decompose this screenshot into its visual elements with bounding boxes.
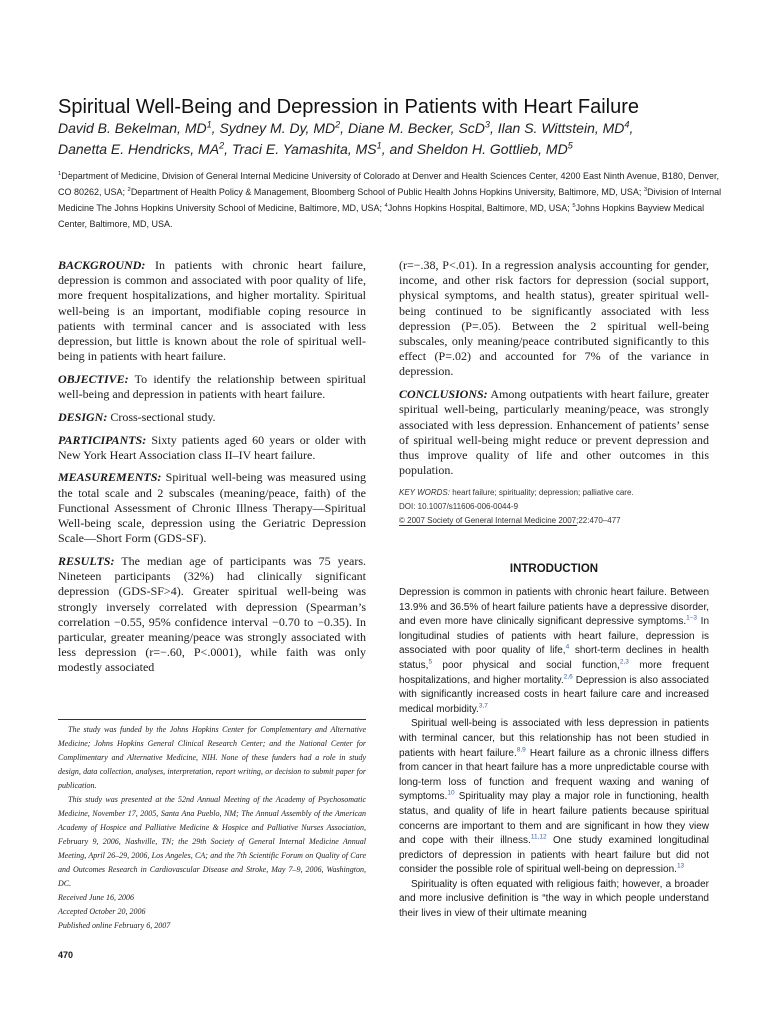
abstract-measurements: MEASUREMENTS: Spiritual well-being was measured using the total scale and 2 subscales (meaning/peace, faith) of the Functional Assessment of Chronic Illness Therapy—Spiritual Well-being scale, depression using the Geriatric Depression Scale—Short Form (GDS-SF). xyxy=(58,470,366,546)
citation-link[interactable]: 3,7 xyxy=(478,702,488,710)
abstract-right-column xyxy=(399,258,709,528)
intro-text: Depression is common in patients with chronic heart failure. Between 13.9% and 36.5% of heart failure patients have a depressive disorder, and even more have clinically significant depressive symptoms. xyxy=(399,587,709,628)
affiliation-marker: 1 xyxy=(206,119,212,130)
intro-text: Spiritual well-being is associated with less depression in patients with terminal cancer, but this relationship has not been studied in patients with heart failure. xyxy=(399,718,709,759)
affiliation-marker: 4 xyxy=(624,119,630,130)
affiliation-text: Department of Health Policy & Management, Bloomberg School of Public Health Johns Hopkins University, Baltimore, MD, USA; xyxy=(130,187,644,197)
funding-note: The study was funded by the Johns Hopkins Center for Complementary and Alternative Medicine; Johns Hopkins General Clinical Research Center; and the National Center for Complimentary and Alternative Medicine, NIH. None of these funders had a role in study design, data collection, analyses, interpretation, report writing, or decision to submit paper for publication. xyxy=(58,725,366,790)
introduction-body xyxy=(399,586,709,922)
citation-link[interactable]: 4 xyxy=(565,644,570,652)
citation-link[interactable]: 2,6 xyxy=(563,673,573,681)
intro-text: poor physical and social function, xyxy=(432,659,620,671)
author-separator: , xyxy=(340,120,348,136)
page-number: 470 xyxy=(58,950,74,960)
affiliation-text: Division of Internal Medicine The Johns Hopkins University School of Medicine, Baltimore, MD, USA; xyxy=(58,187,722,213)
author-name: Ilan S. Wittstein, MD xyxy=(497,120,625,136)
intro-text: In longitudinal studies of patients with heart failure, depression is associated with poor quality of life, xyxy=(399,616,710,657)
citation-link[interactable]: 10 xyxy=(447,789,455,797)
footnote-divider xyxy=(58,719,366,720)
author-name: Traci E. Yamashita, MS xyxy=(231,141,377,157)
intro-text: Spirituality may play a major role in functioning, health status, and quality of life in heart failure patients because spiritual concerns are important to them and are significant in how they view and cope with their illness. xyxy=(399,791,709,847)
affiliation-marker: 5 xyxy=(567,140,573,151)
citation-link[interactable]: 8,9 xyxy=(516,746,526,754)
affiliation-marker: 2 xyxy=(335,119,341,130)
author-list xyxy=(58,118,738,160)
accepted-date: Accepted October 20, 2006 xyxy=(58,907,146,916)
abstract-objective: OBJECTIVE: To identify the relationship between spiritual well-being and depression in patients with heart failure. xyxy=(58,371,366,402)
author-name: Sydney M. Dy, MD xyxy=(219,120,336,136)
affiliation-marker: 4 xyxy=(384,203,388,209)
intro-text: short-term declines in health status, xyxy=(399,645,709,671)
introduction-heading: INTRODUCTION xyxy=(509,563,599,575)
intro-text: Heart failure as a chronic illness differs from cancer in that heart failure has a more unpredictable course with long-term loss of function and frequent waxing and waning of symptoms. xyxy=(399,747,709,803)
received-date: Received June 16, 2006 xyxy=(58,893,134,902)
section-divider xyxy=(399,525,577,526)
affiliation-marker: 1 xyxy=(58,171,62,177)
author-name: David B. Bekelman, MD xyxy=(58,120,207,136)
published-date: Published online February 6, 2007 xyxy=(58,921,171,930)
author-separator: , and xyxy=(381,141,417,157)
citation-link[interactable]: 5 xyxy=(428,658,433,666)
author-separator: , xyxy=(211,120,220,136)
affiliation-text: Johns Hopkins Bayview Medical Center, Baltimore, MD, USA. xyxy=(58,203,705,229)
presentation-note: This study was presented at the 52nd Annual Meeting of the Academy of Psychosomatic Medicine, November 17, 2005, Santa Ana Pueblo, NM; The Annual Assembly of the American Academy of Hospice and Palliative Medicine & Hospice and Palliative Nurses Association, February 9, 2006, Nashville, TN; the 29th Society of General Internal Medicine Annual Meeting, April 26–29, 2006, Los Angeles, CA; and the 7th Scientific Forum on Quality of Care and Outcomes Research in Cardiovascular Disease and Stroke, May 7–9, 2006, Washington, DC. xyxy=(58,795,366,888)
abstract-design: DESIGN: Cross-sectional study. xyxy=(58,409,216,424)
affiliation-marker: 3 xyxy=(484,119,490,130)
abstract-conclusions: CONCLUSIONS: Among outpatients with heart failure, greater spiritual well-being, particularly meaning/peace, was strongly associated with less depression. Enhancement of patients’ sense of spiritual well-being might reduce or prevent depression and thus improve quality of life and other outcomes in this population. xyxy=(399,387,709,478)
abstract-results: RESULTS: The median age of participants was 75 years. Nineteen participants (32%) had clinically significant depression (GDS-SF>4). Greater spiritual well-being was strongly inversely correlated with depression (Spearman’s correlation −0.55, 95% confidence interval −0.70 to −0.35). In particular, greater meaning/peace was strongly associated with less depression (r=−.60, P<.0001), while faith was only modestly associated xyxy=(58,553,366,675)
citation-link[interactable]: 2,3 xyxy=(619,658,629,666)
doi-line[interactable]: DOI: 10.1007/s11606-006-0044-9 xyxy=(399,501,519,511)
affiliation-text: Johns Hopkins Hospital, Baltimore, MD, USA; xyxy=(387,203,573,213)
footnotes xyxy=(58,723,366,933)
abstract-left-column xyxy=(58,258,366,683)
intro-text: Spirituality is often equated with religious faith; however, a broader and more inclusive definition is “the way in which people understand their lives in view of their ultimate meaning xyxy=(399,878,709,920)
article-title: Spiritual Well-Being and Depression in Patients with Heart Failure xyxy=(58,96,640,119)
author-separator: , xyxy=(489,120,498,136)
intro-text: more frequent hospitalizations, and higher mortality. xyxy=(399,659,709,686)
citation-link[interactable]: 13 xyxy=(676,862,685,870)
author-name: Diane M. Becker, ScD xyxy=(347,120,485,136)
affiliation-text: Department of Medicine, Division of General Internal Medicine University of Colorado at Denver and Health Sciences Center, 4200 East Ninth Avenue, B180, Denver, CO 80262, USA; xyxy=(58,171,719,197)
intro-text: One study examined longitudinal predictors of depression in patients with heart failure but did not consider the possible role of spiritual well-being on depression. xyxy=(399,835,709,876)
affiliation-marker: 2 xyxy=(219,140,225,151)
author-name: Danetta E. Hendricks, MA xyxy=(58,141,220,157)
intro-paragraph-2 xyxy=(399,717,709,878)
affiliations xyxy=(58,168,723,232)
affiliation-marker: 1 xyxy=(376,140,382,151)
citation-link[interactable]: 1–3 xyxy=(686,614,697,622)
intro-text: Depression is also associated with significantly increased costs in heart failure care and increased medical morbidity. xyxy=(399,674,709,715)
affiliation-marker: 5 xyxy=(572,203,576,209)
keywords-line: KEY WORDS: heart failure; spirituality; depression; palliative care. xyxy=(399,487,634,497)
citation-link[interactable]: 11,12 xyxy=(530,833,547,841)
copyright-line: © 2007 Society of General Internal Medicine 2007;22:470–477 xyxy=(399,515,621,525)
intro-paragraph-3 xyxy=(399,878,709,922)
author-separator: , xyxy=(224,141,232,157)
abstract-background: BACKGROUND: In patients with chronic heart failure, depression is common and associated with poor quality of life, more frequent hospitalizations, and higher mortality. Spiritual well-being is an important, modifiable coping resource in patients with terminal cancer and is associated with less depression, but little is known about the role of spiritual well-being in patients with heart failure. xyxy=(58,258,366,364)
intro-paragraph-1 xyxy=(399,586,709,717)
abstract-participants: PARTICIPANTS: Sixty patients aged 60 years or older with New York Heart Association class II–IV heart failure. xyxy=(58,432,366,462)
affiliation-marker: 3 xyxy=(643,187,648,193)
author-separator: , xyxy=(629,120,634,136)
author-name: Sheldon H. Gottlieb, MD xyxy=(416,141,568,157)
affiliation-marker: 2 xyxy=(127,187,131,193)
abstract-results-continued: (r=−.38, P<.01). In a regression analysis accounting for gender, income, and other risk factors for depression (social support, physical symptoms, and health status), greater spiritual well-being continued to be significantly associated with less depression (P=.05). Between the 2 spiritual well-being subscales, only meaning/peace contributed significantly to this effect (P=.02) and accounted for 7% of the variance in depression. xyxy=(399,258,709,379)
